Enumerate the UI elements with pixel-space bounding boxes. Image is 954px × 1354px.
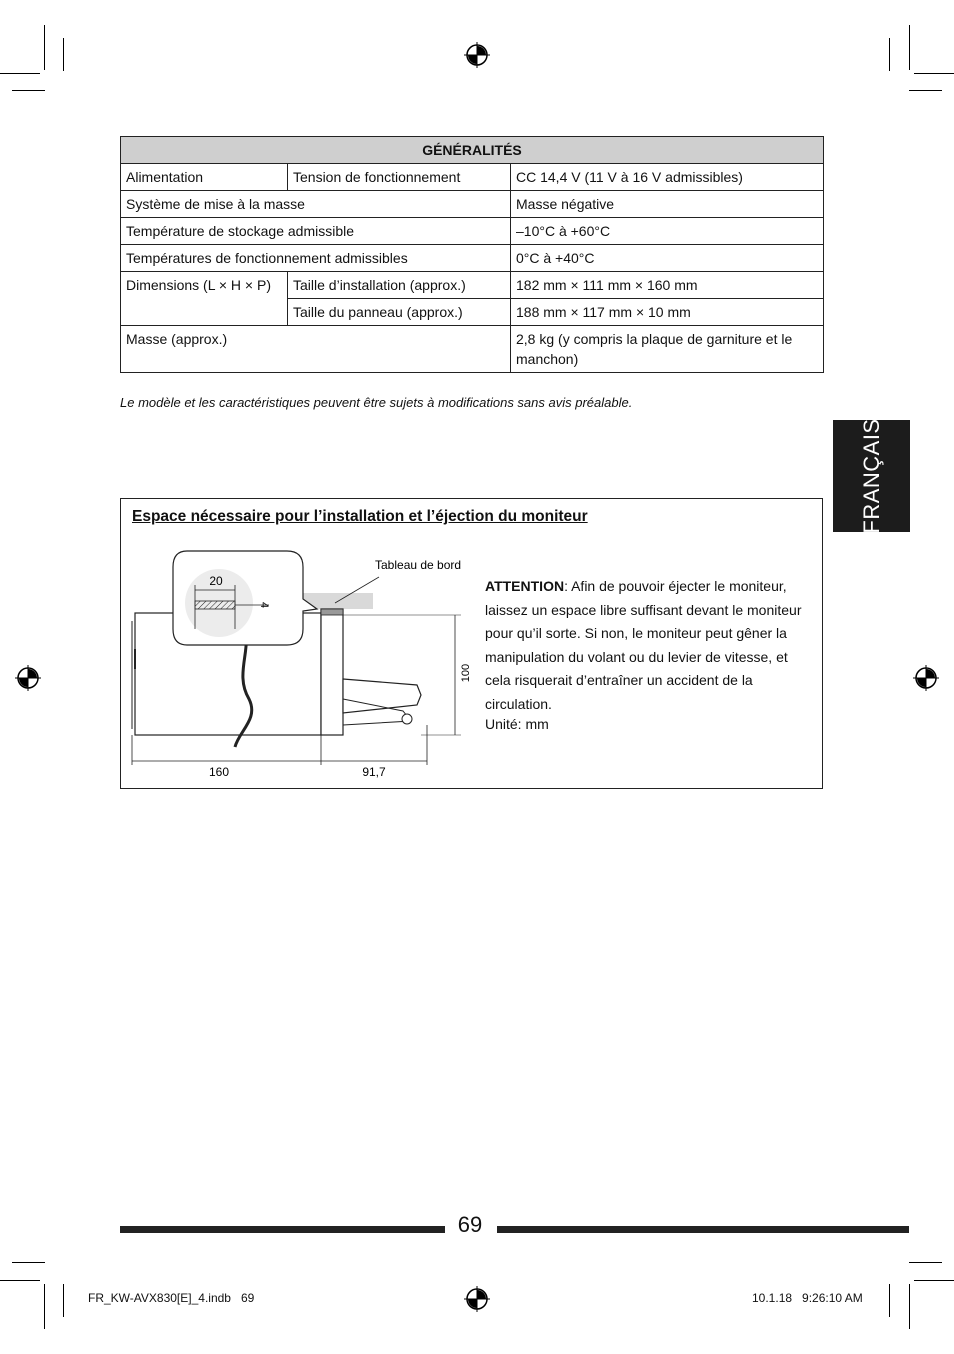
registration-mark-icon	[464, 1286, 490, 1312]
ejected-monitor	[343, 679, 421, 713]
specifications-table	[120, 136, 824, 373]
monitor-hinge	[402, 714, 412, 724]
warning-text	[485, 575, 815, 716]
crop-mark	[889, 1284, 890, 1317]
power-label: Alimentation	[121, 164, 288, 191]
dimension-label-4: 4	[258, 601, 270, 609]
registration-mark-icon	[464, 42, 490, 68]
table-row	[121, 218, 824, 245]
mass-value: 2,8 kg (y compris la plaque de garniture et le manchon)	[511, 326, 824, 373]
crop-mark	[63, 38, 64, 71]
mass-label: Masse (approx.)	[121, 326, 511, 373]
dimension-label-100: 100	[460, 663, 472, 683]
table-row	[121, 245, 824, 272]
front-panel	[321, 609, 343, 735]
panel-size-label: Taille du panneau (approx.)	[288, 299, 511, 326]
dimensions-label: Dimensions (L × H × P)	[121, 272, 288, 326]
crop-mark	[12, 90, 45, 91]
install-size-value: 182 mm × 111 mm × 160 mm	[511, 272, 824, 299]
table-row	[121, 191, 824, 218]
table-row	[121, 164, 824, 191]
ground-label: Système de mise à la masse	[121, 191, 511, 218]
crop-mark	[0, 73, 40, 74]
footer-bar-left	[120, 1226, 445, 1233]
sleeve-flange	[321, 609, 343, 615]
crop-mark	[909, 1284, 910, 1329]
power-value: CC 14,4 V (11 V à 16 V admissibles)	[511, 164, 824, 191]
crop-mark	[909, 1262, 942, 1263]
crop-mark	[44, 1284, 45, 1329]
disclaimer-note: Le modèle et les caractéristiques peuvent être sujets à modifications sans avis préalable.	[120, 395, 633, 410]
crop-mark	[12, 1262, 45, 1263]
operating-temp-label: Températures de fonctionnement admissibles	[121, 245, 511, 272]
crop-mark	[0, 1280, 40, 1281]
language-tab	[833, 420, 910, 532]
warning-body: : Afin de pouvoir éjecter le moniteur, laissez un espace libre suffisant devant le moniteur pour qu’il sorte. Si non, le moniteur peut gêner la manipulation du volant ou du levier de vitesse, et cela risquerait d’entraîner un accident de la circulation.	[485, 578, 802, 712]
table-row	[121, 326, 824, 373]
table-header-row	[121, 137, 824, 164]
crop-mark	[909, 90, 942, 91]
crop-mark	[44, 25, 45, 70]
crop-mark	[914, 1280, 954, 1281]
slug-right: 10.1.18 9:26:10 AM	[752, 1291, 863, 1305]
crop-mark	[889, 38, 890, 71]
dashboard-label: Tableau de bord	[375, 558, 462, 572]
slug-left: FR_KW-AVX830[E]_4.indb 69	[88, 1291, 255, 1305]
installation-box-title: Espace nécessaire pour l’installation et l’éjection du moniteur	[132, 508, 588, 525]
ground-value: Masse négative	[511, 191, 824, 218]
panel-size-value: 188 mm × 117 mm × 10 mm	[511, 299, 824, 326]
crop-mark	[63, 1284, 64, 1317]
dimension-label-91-7: 91,7	[362, 765, 386, 779]
installation-space-box	[120, 498, 823, 789]
dimension-label-20: 20	[209, 574, 223, 588]
clearance-hatch	[195, 601, 235, 609]
operating-temp-value: 0°C à +40°C	[511, 245, 824, 272]
dimension-label-160: 160	[208, 765, 230, 779]
table-header: GÉNÉRALITÉS	[121, 137, 824, 164]
crop-mark	[909, 25, 910, 70]
warning-label: ATTENTION	[485, 578, 565, 594]
registration-mark-icon	[913, 665, 939, 691]
crop-mark	[914, 73, 954, 74]
installation-diagram	[121, 499, 481, 788]
unit-note: Unité: mm	[485, 716, 549, 732]
language-tab-label: FRANÇAIS	[858, 418, 884, 534]
storage-temp-value: –10°C à +60°C	[511, 218, 824, 245]
page-number: 69	[457, 1212, 483, 1237]
footer-bar-right	[497, 1226, 909, 1233]
table-row	[121, 272, 824, 299]
storage-temp-label: Température de stockage admissible	[121, 218, 511, 245]
power-sublabel: Tension de fonctionnement	[288, 164, 511, 191]
install-size-label: Taille d’installation (approx.)	[288, 272, 511, 299]
registration-mark-icon	[15, 665, 41, 691]
